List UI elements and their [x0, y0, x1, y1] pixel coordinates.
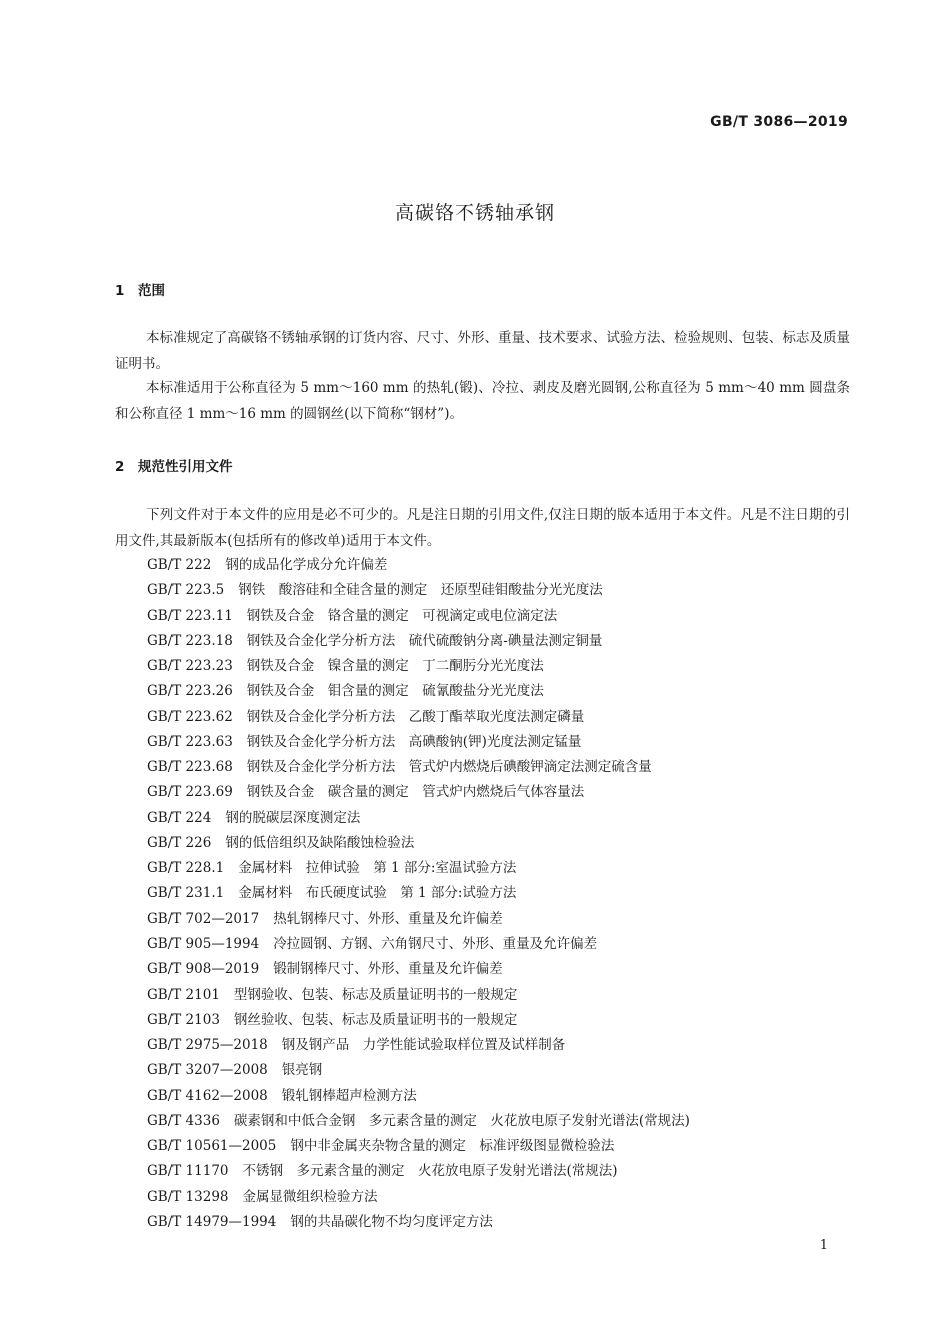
reference-code: GB/T 2101	[147, 986, 220, 1003]
reference-item	[147, 856, 690, 881]
reference-item	[147, 1109, 690, 1134]
reference-title: 金属材料 布氏硬度试验 第 1 部分:试验方法	[238, 885, 517, 902]
reference-item	[147, 1134, 690, 1159]
reference-item	[147, 730, 690, 755]
reference-title: 钢铁及合金 钼含量的测定 硫氰酸盐分光光度法	[246, 683, 544, 700]
reference-item	[147, 881, 690, 906]
reference-item	[147, 679, 690, 704]
section-1-heading	[115, 279, 165, 299]
reference-item	[147, 629, 690, 654]
page-number: 1	[819, 1238, 828, 1253]
reference-title: 钢铁及合金化学分析方法 乙酸丁酯萃取光度法测定磷量	[246, 708, 585, 725]
reference-code: GB/T 223.68	[147, 759, 233, 776]
reference-item	[147, 1033, 690, 1058]
reference-title: 冷拉圆钢、方钢、六角钢尺寸、外形、重量及允许偏差	[273, 935, 598, 952]
reference-code: GB/T 908—2019	[147, 961, 260, 978]
reference-code: GB/T 228.1	[147, 860, 225, 877]
reference-item	[147, 907, 690, 932]
reference-title: 银亮钢	[281, 1062, 323, 1079]
reference-item	[147, 1084, 690, 1109]
section-1-paragraph-2: 本标准适用于公称直径为 5 mm～160 mm 的热轧(锻)、冷拉、剥皮及磨光圆钢,公称直径为 5 mm～40 mm 圆盘条和公称直径 1 mm～16 mm 的圆钢丝(以下简称“钢材”)。	[115, 380, 850, 422]
reference-title: 钢铁及合金 镍含量的测定 丁二酮肟分光光度法	[246, 658, 544, 675]
reference-code: GB/T 223.26	[147, 683, 233, 700]
reference-item	[147, 806, 690, 831]
reference-code: GB/T 3207—2008	[147, 1062, 268, 1079]
reference-code: GB/T 10561—2005	[147, 1138, 277, 1155]
reference-title: 热轧钢棒尺寸、外形、重量及允许偏差	[273, 910, 503, 927]
reference-code: GB/T 4336	[147, 1112, 220, 1129]
document-title: 高碳铬不锈轴承钢	[394, 202, 555, 224]
reference-item	[147, 654, 690, 679]
section-2-number: 2	[115, 459, 125, 475]
reference-code: GB/T 223.5	[147, 582, 225, 599]
reference-title: 型钢验收、包装、标志及质量证明书的一般规定	[233, 986, 518, 1003]
standard-number: GB/T 3086—2019	[710, 114, 848, 130]
reference-code: GB/T 702—2017	[147, 910, 260, 927]
reference-code: GB/T 13298	[147, 1188, 229, 1205]
reference-item	[147, 983, 690, 1008]
reference-title: 钢铁及合金化学分析方法 高碘酸钠(钾)光度法测定锰量	[246, 733, 582, 750]
section-2-heading	[115, 455, 233, 475]
reference-list	[147, 553, 690, 1235]
section-1-paragraph-1: 本标准规定了高碳铬不锈轴承钢的订货内容、尺寸、外形、重量、技术要求、试验方法、检验规则、包装、标志及质量证明书。	[115, 330, 850, 372]
reference-title: 碳素钢和中低合金钢 多元素含量的测定 火花放电原子发射光谱法(常规法)	[233, 1112, 690, 1129]
reference-item	[147, 831, 690, 856]
reference-item	[147, 705, 690, 730]
reference-code: GB/T 11170	[147, 1163, 229, 1180]
reference-item	[147, 1210, 690, 1235]
reference-title: 钢中非金属夹杂物含量的测定 标准评级图显微检验法	[290, 1138, 615, 1155]
reference-title: 钢铁及合金化学分析方法 硫代硫酸钠分离-碘量法测定铜量	[246, 632, 603, 649]
reference-code: GB/T 223.18	[147, 632, 233, 649]
reference-code: GB/T 223.23	[147, 658, 233, 675]
reference-item	[147, 1058, 690, 1083]
reference-item	[147, 553, 690, 578]
reference-code: GB/T 223.11	[147, 607, 233, 624]
reference-item	[147, 755, 690, 780]
reference-code: GB/T 223.63	[147, 733, 233, 750]
reference-title: 金属显微组织检验方法	[242, 1188, 378, 1205]
reference-item	[147, 604, 690, 629]
reference-title: 锻制钢棒尺寸、外形、重量及允许偏差	[273, 961, 503, 978]
reference-item	[147, 932, 690, 957]
reference-code: GB/T 223.69	[147, 784, 233, 801]
reference-code: GB/T 2103	[147, 1011, 220, 1028]
reference-title: 钢丝验收、包装、标志及质量证明书的一般规定	[233, 1011, 518, 1028]
reference-code: GB/T 231.1	[147, 885, 225, 902]
reference-title: 钢铁 酸溶硅和全硅含量的测定 还原型硅钼酸盐分光光度法	[238, 582, 603, 599]
reference-item	[147, 957, 690, 982]
reference-item	[147, 578, 690, 603]
reference-code: GB/T 222	[147, 557, 212, 573]
reference-code: GB/T 2975—2018	[147, 1037, 268, 1054]
reference-item	[147, 1159, 690, 1184]
reference-title: 钢铁及合金化学分析方法 管式炉内燃烧后碘酸钾滴定法测定硫含量	[246, 759, 652, 776]
reference-title: 钢的成品化学成分允许偏差	[225, 557, 388, 573]
reference-code: GB/T 905—1994	[147, 935, 260, 952]
reference-code: GB/T 4162—2008	[147, 1087, 268, 1104]
section-1-title: 范围	[138, 283, 165, 299]
reference-title: 钢铁及合金 碳含量的测定 管式炉内燃烧后气体容量法	[246, 784, 585, 801]
reference-title: 金属材料 拉伸试验 第 1 部分:室温试验方法	[238, 860, 517, 877]
reference-item	[147, 1008, 690, 1033]
reference-title: 钢铁及合金 铬含量的测定 可视滴定或电位滴定法	[246, 607, 558, 624]
section-2-title: 规范性引用文件	[138, 459, 233, 475]
reference-item	[147, 1185, 690, 1210]
reference-title: 钢及钢产品 力学性能试验取样位置及试样制备	[281, 1037, 566, 1054]
reference-title: 锻轧钢棒超声检测方法	[281, 1087, 417, 1104]
reference-title: 钢的低倍组织及缺陷酸蚀检验法	[225, 834, 415, 851]
section-1-number: 1	[115, 283, 125, 299]
section-2-intro: 下列文件对于本文件的应用是必不可少的。凡是注日期的引用文件,仅注日期的版本适用于本文件。凡是不注日期的引用文件,其最新版本(包括所有的修改单)适用于本文件。	[115, 507, 850, 549]
reference-code: GB/T 224	[147, 809, 212, 826]
reference-code: GB/T 223.62	[147, 708, 233, 725]
reference-title: 钢的脱碳层深度测定法	[225, 809, 361, 826]
reference-code: GB/T 14979—1994	[147, 1213, 277, 1230]
reference-code: GB/T 226	[147, 834, 212, 851]
reference-title: 钢的共晶碳化物不均匀度评定方法	[290, 1213, 493, 1230]
reference-title: 不锈钢 多元素含量的测定 火花放电原子发射光谱法(常规法)	[242, 1163, 618, 1180]
reference-item	[147, 780, 690, 805]
